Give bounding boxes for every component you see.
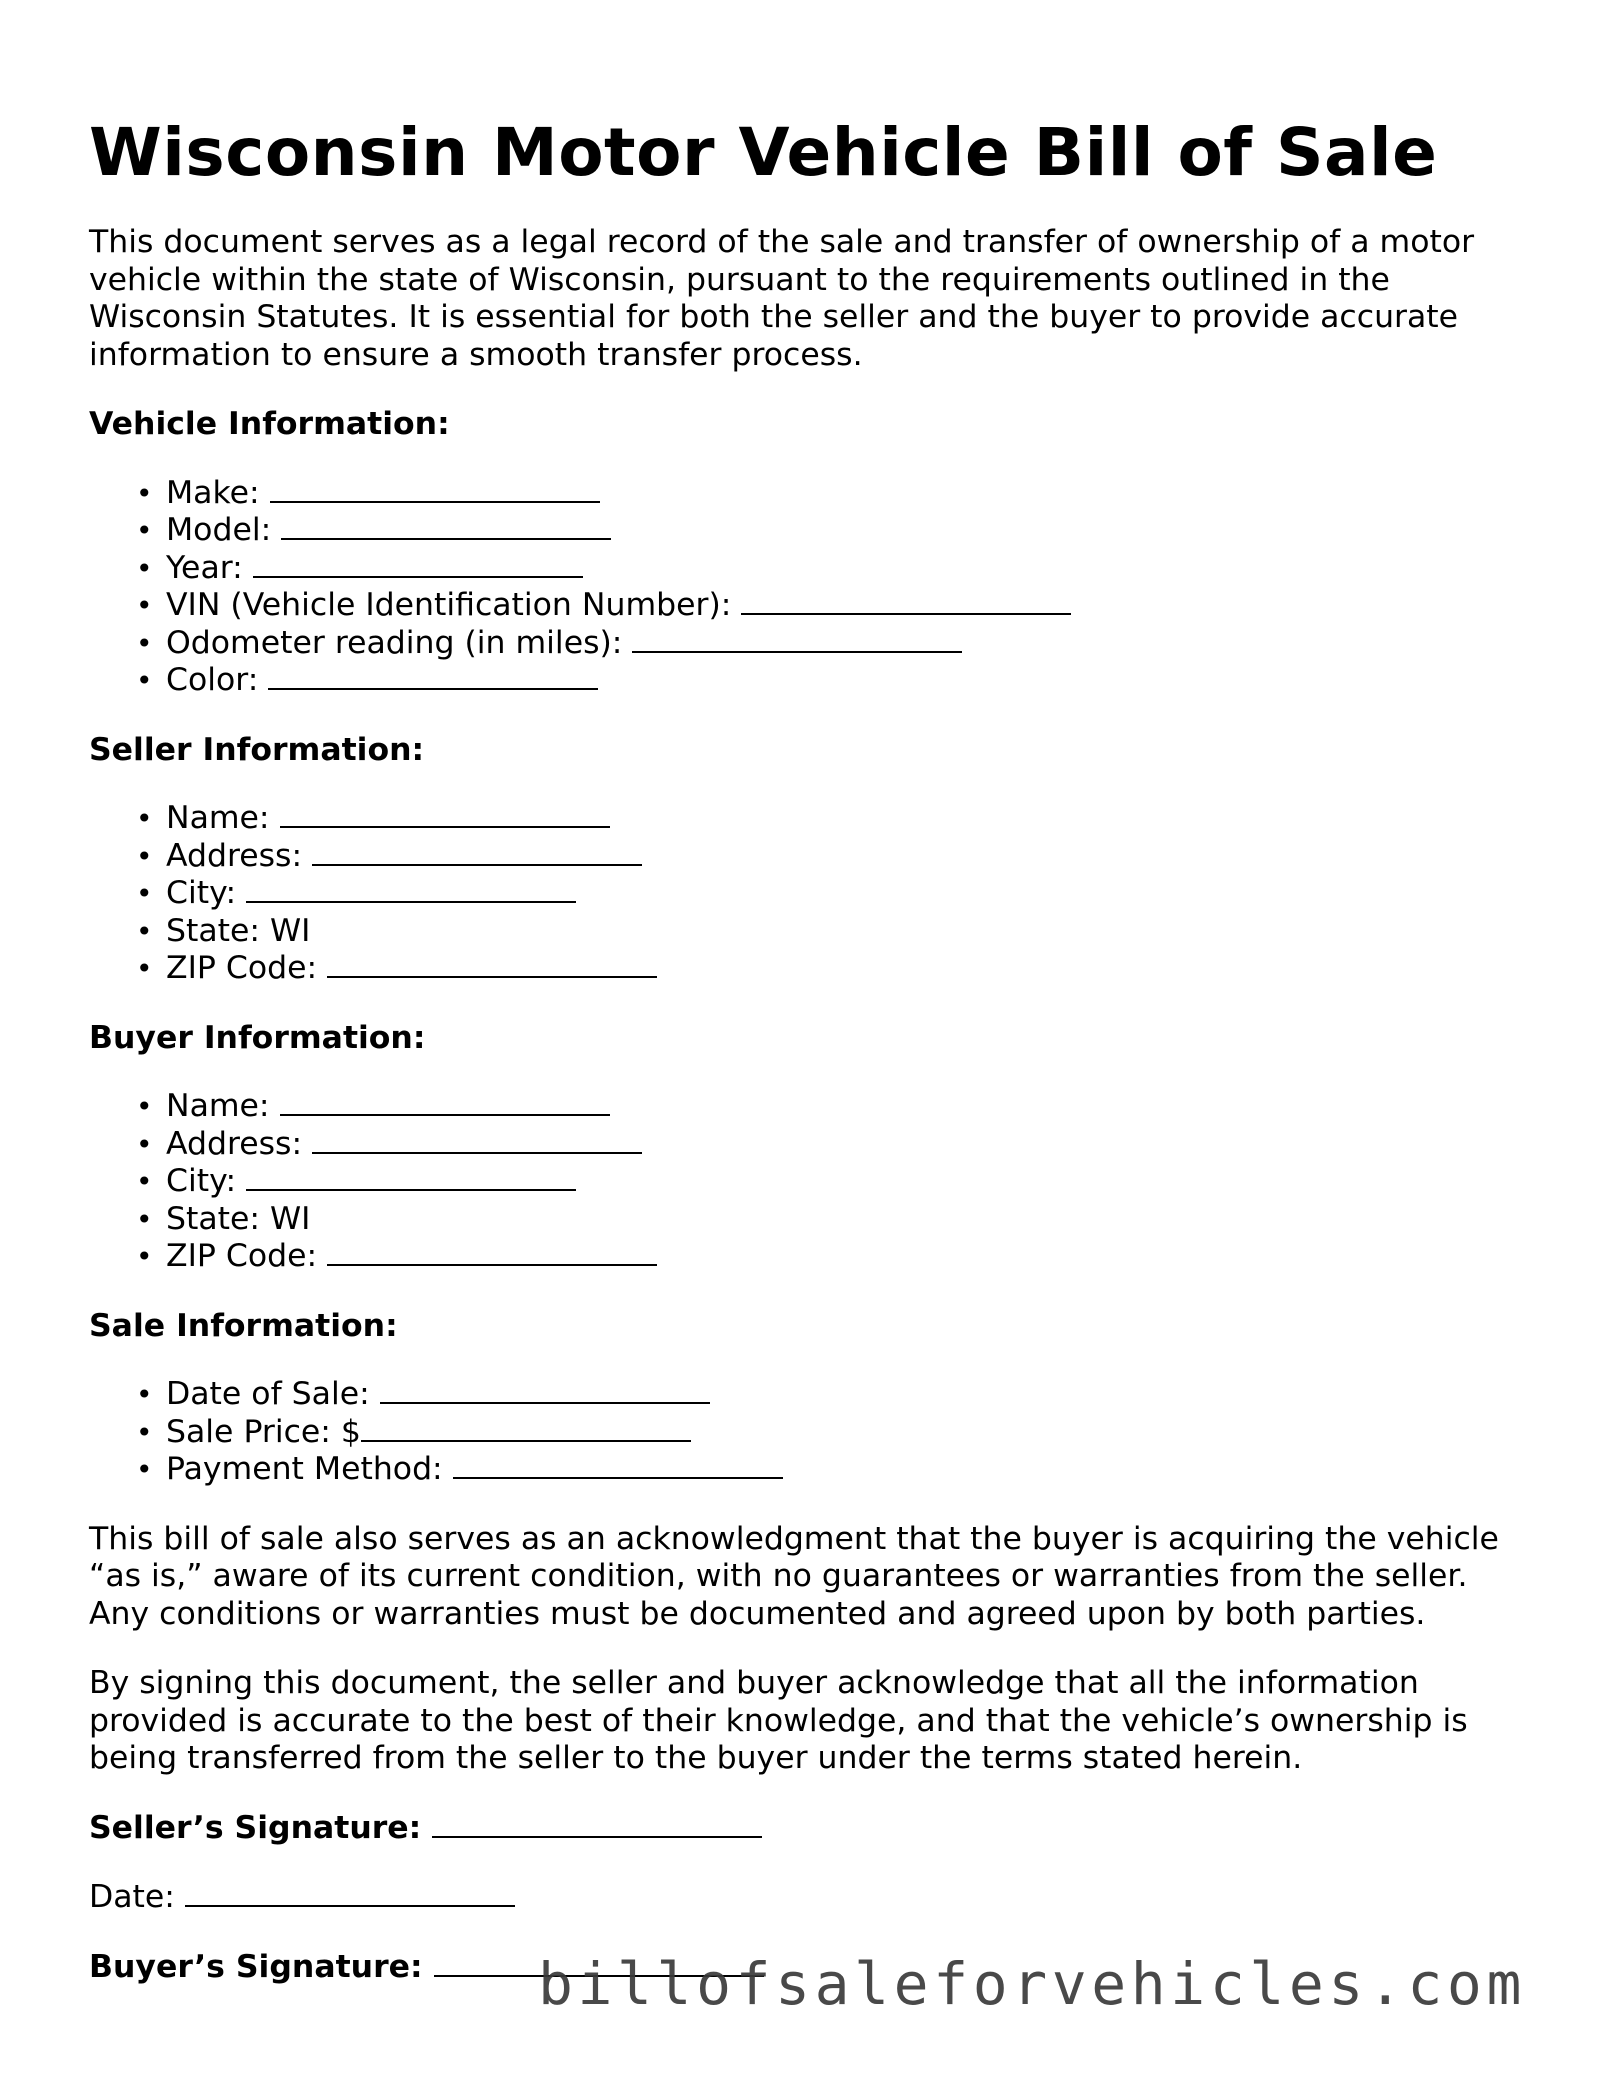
buyer-info-list (89, 1088, 1509, 1276)
field-label: Year: (166, 549, 253, 586)
bullet-icon: • (136, 1202, 153, 1236)
list-item-buyer-address (136, 1125, 1509, 1164)
list-item-sale-price (136, 1413, 1509, 1452)
field-label: State: WI (166, 1200, 311, 1237)
field-label: ZIP Code: (166, 1238, 328, 1274)
list-item-buyer-state (136, 1200, 1509, 1239)
year-blank[interactable] (253, 554, 583, 578)
bullet-icon: • (136, 589, 153, 622)
field-label: City: (166, 875, 247, 911)
seller-signature-label: Seller’s Signature: (89, 1809, 433, 1846)
field-label: Address: (166, 837, 313, 874)
field-label: Address: (166, 1125, 313, 1162)
seller-city-blank[interactable] (246, 879, 576, 903)
field-label: City: (166, 1163, 247, 1199)
field-label: Color: (166, 662, 269, 698)
field-label: Make: (166, 474, 270, 511)
list-item-buyer-city (136, 1163, 1509, 1201)
list-item-odometer (136, 624, 1509, 663)
seller-info-list (89, 800, 1509, 988)
bullet-icon: • (136, 626, 153, 660)
bullet-icon: • (136, 877, 153, 910)
vehicle-info-heading: Vehicle Information: (89, 406, 450, 442)
acknowledgment-paragraph: By signing this document, the seller and buyer acknowledge that all the information provided is accurate to the best of their knowledge, and that the vehicle’s ownership is being transferred from the seller to the buyer under the terms stated herein. (89, 1665, 1468, 1776)
vin-blank[interactable] (741, 591, 1071, 615)
bullet-icon: • (136, 1415, 153, 1449)
list-item-color (136, 662, 1509, 700)
bullet-icon: • (136, 514, 153, 547)
date-blank[interactable] (185, 1883, 515, 1907)
field-label: Payment Method: (166, 1451, 453, 1487)
intro-paragraph: This document serves as a legal record of the sale and transfer of ownership of a motor vehicle within the state of Wisconsin, pursuant to the requirements outlined in the Wisconsin Statutes. It is essential for both the seller and the buyer to provide accurate information to ensure a smooth transfer process. (89, 224, 1475, 373)
bullet-icon: • (136, 1453, 153, 1486)
date-of-sale-blank[interactable] (380, 1380, 710, 1404)
bullet-icon: • (136, 839, 153, 873)
date-label: Date: (89, 1879, 185, 1915)
document-body (89, 108, 1509, 1986)
list-item-seller-address (136, 837, 1509, 876)
field-label: Name: (166, 1088, 280, 1124)
buyer-info-heading: Buyer Information: (89, 1019, 426, 1056)
field-label: ZIP Code: (166, 950, 328, 986)
seller-signature-line (89, 1810, 1509, 1848)
buyer-city-blank[interactable] (246, 1167, 576, 1191)
list-item-seller-zip (136, 950, 1509, 988)
buyer-zip-blank[interactable] (327, 1242, 657, 1266)
sale-info-heading: Sale Information: (89, 1307, 398, 1344)
seller-zip-blank[interactable] (327, 954, 657, 978)
site-watermark: billofsaleforvehicles.com (538, 1950, 1526, 2018)
as-is-paragraph: This bill of sale also serves as an acknowledgment that the buyer is acquiring the vehicle “as is,” aware of its current condition, with no guarantees or warranties from the seller. Any conditions or warranties must be documented and agreed upon by both parties. (89, 1520, 1499, 1632)
list-item-payment-method (136, 1451, 1509, 1489)
bullet-icon: • (136, 476, 153, 510)
list-item-date-of-sale (136, 1376, 1509, 1414)
bullet-icon: • (136, 1165, 153, 1198)
list-item-seller-city (136, 875, 1509, 913)
seller-info-heading: Seller Information: (89, 731, 425, 768)
list-item-buyer-name (136, 1088, 1509, 1126)
bullet-icon: • (136, 952, 153, 985)
list-item-make (136, 474, 1509, 513)
date-line (89, 1879, 1509, 1917)
vehicle-info-list (89, 475, 1509, 700)
odometer-blank[interactable] (632, 629, 962, 653)
bullet-icon: • (136, 551, 153, 585)
seller-signature-blank[interactable] (432, 1814, 762, 1838)
field-label: State: WI (166, 912, 311, 949)
field-label: Odometer reading (in miles): (166, 624, 633, 661)
model-blank[interactable] (281, 516, 611, 540)
list-item-seller-state (136, 912, 1509, 951)
payment-method-blank[interactable] (453, 1455, 783, 1479)
bullet-icon: • (136, 802, 153, 835)
buyer-name-blank[interactable] (280, 1092, 610, 1116)
list-item-seller-name (136, 800, 1509, 838)
bullet-icon: • (136, 1378, 153, 1411)
buyer-address-blank[interactable] (312, 1130, 642, 1154)
sale-info-list (89, 1376, 1509, 1489)
make-blank[interactable] (270, 479, 600, 503)
list-item-buyer-zip (136, 1238, 1509, 1276)
bullet-icon: • (136, 664, 153, 697)
color-blank[interactable] (268, 666, 598, 690)
bullet-icon: • (136, 1090, 153, 1123)
bullet-icon: • (136, 914, 153, 948)
field-label: Name: (166, 800, 280, 836)
list-item-year (136, 549, 1509, 588)
document-title: Wisconsin Motor Vehicle Bill of Sale (89, 114, 1438, 191)
field-label: Sale Price: $ (166, 1413, 361, 1450)
bullet-icon: • (136, 1240, 153, 1273)
field-label: VIN (Vehicle Identification Number): (166, 587, 742, 623)
seller-address-blank[interactable] (312, 842, 642, 866)
bullet-icon: • (136, 1127, 153, 1161)
list-item-vin (136, 587, 1509, 625)
field-label: Date of Sale: (166, 1376, 380, 1412)
field-label: Model: (166, 512, 282, 548)
sale-price-blank[interactable] (361, 1418, 691, 1442)
buyer-signature-label: Buyer’s Signature: (89, 1948, 434, 1985)
list-item-model (136, 512, 1509, 550)
seller-name-blank[interactable] (280, 804, 610, 828)
